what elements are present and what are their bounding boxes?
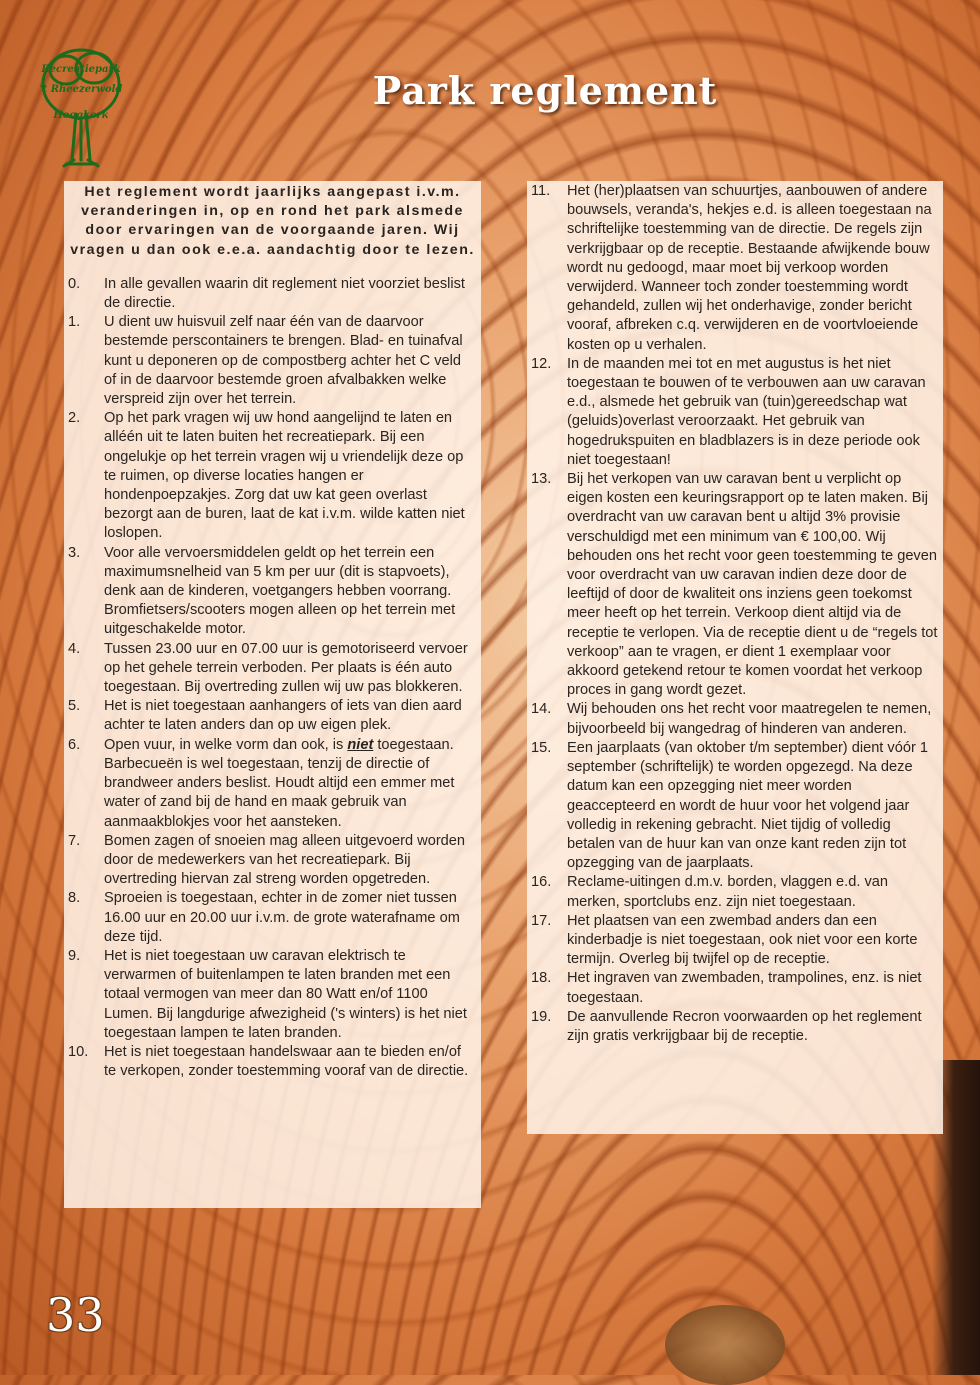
rule-number: 0. bbox=[68, 275, 81, 292]
rule-number: 14. bbox=[531, 701, 552, 718]
rule-text: Het is niet toegestaan handelswaar aan te bieden en/of te verkopen, zonder toestemming vooraf van de directie. bbox=[104, 1043, 469, 1080]
wood-knot bbox=[665, 1305, 785, 1385]
rule-number: 11. bbox=[531, 183, 551, 199]
rules-list-right bbox=[527, 181, 943, 1046]
rule-number: 4. bbox=[68, 640, 81, 657]
rules-panel-left bbox=[64, 181, 481, 1208]
rules-panel-right bbox=[527, 181, 943, 1134]
rule-number: 7. bbox=[68, 832, 81, 849]
rule-number: 10. bbox=[68, 1043, 89, 1060]
intro-text: Het reglement wordt jaarlijks aangepast i.v.m. veranderingen in, op en rond het park alsmede door ervaringen van de voorgaande jaren. Wij vragen u dan ook e.e.a. aandachtig door te lezen. bbox=[70, 184, 475, 258]
rule-text: De aanvullende Recron voorwaarden op het reglement zijn gratis verkrijgbaar bij de receptie. bbox=[567, 1008, 922, 1044]
rule-item bbox=[64, 697, 481, 735]
rule-number: 2. bbox=[68, 410, 81, 427]
rule-item bbox=[64, 544, 481, 640]
rule-item bbox=[64, 832, 481, 890]
logo-line-2: 't Rheezerwold bbox=[39, 84, 123, 95]
rule-number: 13. bbox=[531, 471, 552, 488]
logo-line-3: Hoogkerk bbox=[53, 110, 109, 121]
rule-text: Een jaarplaats (van oktober t/m september) dient vóór 1 september (schriftelijk) te worden opgezegd. Na deze datum kan een opzegging niet meer worden geaccepteerd en wordt de huur voor het volgend jaar volledig in rekening gebracht. Niet tijdig of volledig betalen van de huur kan van onze kant reden zijn tot opzegging van de jaarplaats. bbox=[567, 739, 928, 872]
rule-text bbox=[104, 736, 481, 832]
rule-number: 17. bbox=[531, 912, 552, 929]
rule-number: 5. bbox=[68, 698, 81, 715]
rule-text: Reclame-uitingen d.m.v. borden, vlaggen e.d. van merken, sportclubs enz. zijn niet toegestaan. bbox=[567, 874, 888, 910]
rule-text: Bomen zagen of snoeien mag alleen uitgevoerd worden door de medewerkers van het recreatiepark. Bij overtreding hiervan zal streng worden opgetreden. bbox=[104, 832, 466, 888]
rule-text: Bij het verkopen van uw caravan bent u verplicht op eigen kosten een keuringsrapport op te laten maken. Bij overdracht van uw caravan bent u altijd 3% provisie verschuldigd met een minimum van € 100,00. Wij behouden ons het recht voor geen toestemming te geven voor overdracht van uw caravan indien deze door de leeftijd of door de kwaliteit ons inziens geen toekomst meer heeft op het terrein. Verkoop dient altijd via de receptie te verlopen. Via de receptie dient u de “regels tot verkoop” aan te vragen, er dient 1 exemplaar voor akkoord getekend retour te komen voordat het verkoop proces in gang wordt gezet. bbox=[567, 471, 938, 699]
rule-emphasis: niet bbox=[347, 736, 374, 753]
logo-line-1: Recreatiepark bbox=[41, 64, 121, 75]
rule-text: Het ingraven van zwembaden, trampolines, enz. is niet toegestaan. bbox=[567, 970, 922, 1006]
rule-item bbox=[64, 313, 481, 409]
rule-number: 12. bbox=[531, 355, 552, 372]
rule-number: 9. bbox=[68, 947, 81, 964]
rule-item bbox=[64, 947, 481, 1043]
page-number: 33 bbox=[46, 1288, 105, 1342]
rule-item bbox=[527, 1008, 943, 1046]
rule-number: 18. bbox=[531, 970, 552, 987]
rule-item bbox=[527, 355, 943, 470]
rule-text: Op het park vragen wij uw hond aangelijnd te laten en alléén uit te laten buiten het recreatiepark. Bij een ongelukje op het terrein vragen wij u vriendelijk deze op te ruimen, op diverse locaties hangen er hondenpoepzakjes. Zorg dat uw kat geen overlast bezorgt aan de buren, laat de kat i.v.m. wilde katten niet loslopen. bbox=[104, 410, 465, 542]
rule-item bbox=[64, 1043, 481, 1081]
rule-number: 8. bbox=[68, 890, 81, 907]
rule-text: In alle gevallen waarin dit reglement niet voorziet beslist de directie. bbox=[104, 275, 465, 312]
rule-item bbox=[527, 873, 943, 911]
page-title: Park reglement bbox=[372, 68, 718, 113]
rule-text: Het is niet toegestaan uw caravan elektrisch te verwarmen of buitenlampen te laten branden met een totaal vermogen van meer dan 80 Watt en/of 1100 Lumen. Bij langdurige afwezigheid ('s winters) is het niet toegestaan lampen te laten branden. bbox=[104, 947, 467, 1041]
rule-item bbox=[527, 700, 943, 738]
rule-text: Het plaatsen van een zwembad anders dan een kinderbadje is niet toegestaan, ook niet voor een korte termijn. Overleg bij twijfel op de receptie. bbox=[567, 912, 918, 968]
rules-list-left bbox=[64, 275, 481, 1082]
rule-number: 6. bbox=[68, 736, 81, 753]
rule-text: Het is niet toegestaan aanhangers of iets van dien aard achter te laten anders dan op uw eigen plek. bbox=[104, 698, 462, 734]
rule-item bbox=[527, 470, 943, 700]
rule-item bbox=[64, 736, 481, 832]
rule-item bbox=[527, 912, 943, 970]
rule-item bbox=[64, 889, 481, 947]
rule-item bbox=[527, 182, 943, 355]
rule-item bbox=[527, 969, 943, 1007]
rule-text: U dient uw huisvuil zelf naar één van de daarvoor bestemde perscontainers te brengen. Blad- en tuinafval kunt u deponeren op de compostberg achter het C veld of in de daarvoor bestemde groen afvalbakken welke verspreid zijn over het terrein. bbox=[104, 314, 463, 408]
rule-text: Sproeien is toegestaan, echter in de zomer niet tussen 16.00 uur en 20.00 uur i.v.m. de grote waterafname om deze tijd. bbox=[104, 890, 460, 945]
rule-text-part-a: Open vuur, in welke vorm dan ook, is bbox=[104, 736, 348, 753]
rule-text: Voor alle vervoersmiddelen geldt op het terrein een maximumsnelheid van 5 km per uur (dit is stapvoets), denk aan de kinderen, voetgangers hebben voorrang. Bromfietsers/scooters mogen alleen op het terrein met uitgeschakelde motor. bbox=[104, 544, 456, 638]
rule-text: Wij behouden ons het recht voor maatregelen te nemen, bijvoorbeeld bij wangedrag of hinderen van anderen. bbox=[567, 701, 932, 737]
rule-text-part-b: toegestaan. Barbecueën is wel toegestaan, tenzij de directie of brandweer anders beslist. Houdt altijd een emmer met water of zand bij de hand en maak gebruik van aanmaakblokjes voor het aansteken. bbox=[104, 736, 455, 830]
rule-number: 19. bbox=[531, 1008, 552, 1025]
rule-text: Tussen 23.00 uur en 07.00 uur is gemotoriseerd vervoer op het gehele terrein verboden. Per plaats is één auto toegestaan. Bij overtreding zullen wij uw pas blokkeren. bbox=[104, 640, 468, 696]
rule-item bbox=[64, 275, 481, 313]
rule-number: 3. bbox=[68, 544, 81, 561]
rule-number: 16. bbox=[531, 874, 552, 891]
rule-item bbox=[527, 739, 943, 873]
rule-text: In de maanden mei tot en met augustus is het niet toegestaan te bouwen of te verbouwen aan uw caravan e.d., alsmede het gebruik van (tuin)gereedschap wat (geluids)overlast veroorzaakt. Het gebruik van hogedrukspuiten en bladblazers is in deze periode ook niet toegestaan! bbox=[567, 355, 926, 468]
rule-item bbox=[64, 409, 481, 543]
rule-item bbox=[64, 640, 481, 698]
rule-number: 1. bbox=[68, 314, 81, 331]
rule-number: 15. bbox=[531, 739, 552, 756]
rule-text: Het (her)plaatsen van schuurtjes, aanbouwen of andere bouwsels, veranda's, hekjes e.d. is alleen toegestaan na schriftelijke toestemming van de directie. De regels zijn verkrijgbaar op de receptie. Bestaande afwijkende bouw wordt nu gedoogd, maar moet bij verkoop worden verwijderd. Wanneer toch zonder toestemming wordt gehandeld, zullen wij het onderhavige, zonder bericht vooraf, afbreken c.q. verwijderen en de voortvloeiende kosten op u verhalen. bbox=[567, 183, 932, 353]
